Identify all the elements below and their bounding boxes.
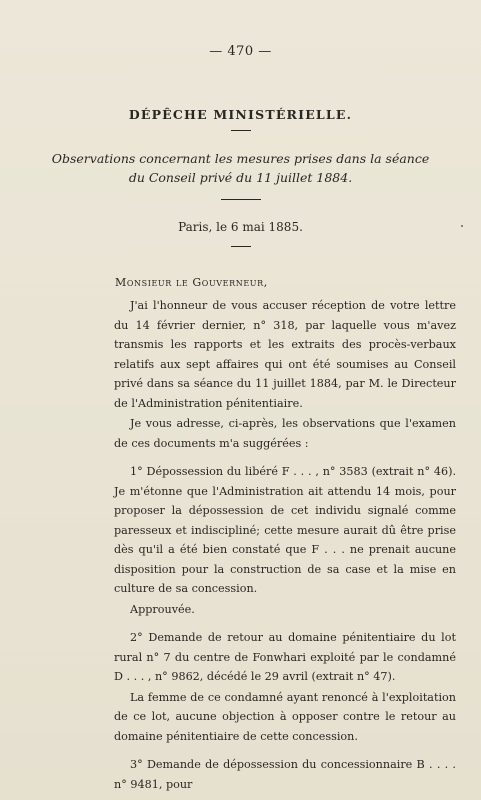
divider-rule <box>231 246 251 247</box>
subtitle-line-1: Observations concernant les mesures prises dans la séance <box>51 151 430 166</box>
page-title: DÉPÊCHE MINISTÉRIELLE. <box>128 107 353 122</box>
letter-body <box>114 296 456 795</box>
divider-rule <box>221 199 261 200</box>
paragraph-2: Je vous adresse, ci-après, les observations que l'examen de ces documents m'a suggérées : <box>114 417 456 450</box>
page-number: — 470 — <box>209 44 272 59</box>
paragraph-3: 1° Dépossession du libéré F . . . , n° 3583 (extrait n° 46). Je m'étonne que l'Administration ait attendu 14 mois, pour proposer la dépossession de cet individu signalé comme paresseux et indiscipliné; cette mesure aurait dû être prise dès qu'il a été bien constaté que F . . . ne prenait aucune disposition pour la construction de sa case et la mise en culture de sa concession. <box>114 465 456 595</box>
subtitle-line-2: du Conseil privé du 11 juillet 1884. <box>128 170 353 185</box>
salutation: Monsieur le Gouverneur, <box>115 276 268 289</box>
paragraph-1: J'ai l'honneur de vous accuser réception de votre lettre du 14 février dernier, n° 318, par laquelle vous m'avez transmis les rapports et les extraits des procès-verbaux relatifs aux sept affaires qui ont été soumises au Conseil privé dans sa séance du 11 juillet 1884, par M. le Directeur de l'Administration pénitentiaire. <box>114 299 456 410</box>
subtitle <box>0 149 481 187</box>
paragraph-5: 2° Demande de retour au domaine pénitentiaire du lot rural n° 7 du centre de Fonwhari exploité par le condamné D . . . , n° 9862, décédé le 29 avril (extrait n° 47). <box>114 631 456 683</box>
dateline: Paris, le 6 mai 1885. <box>178 220 303 234</box>
paragraph-7: 3° Demande de dépossession du concessionnaire B . . . . n° 9481, pour <box>114 758 456 791</box>
divider-rule <box>231 130 251 131</box>
paragraph-4: Approuvée. <box>130 602 195 616</box>
paper-speck <box>461 225 463 227</box>
paragraph-6: La femme de ce condamné ayant renoncé à l'exploitation de ce lot, aucune objection à opposer contre le retour au domaine pénitentiaire de cette concession. <box>114 690 456 743</box>
